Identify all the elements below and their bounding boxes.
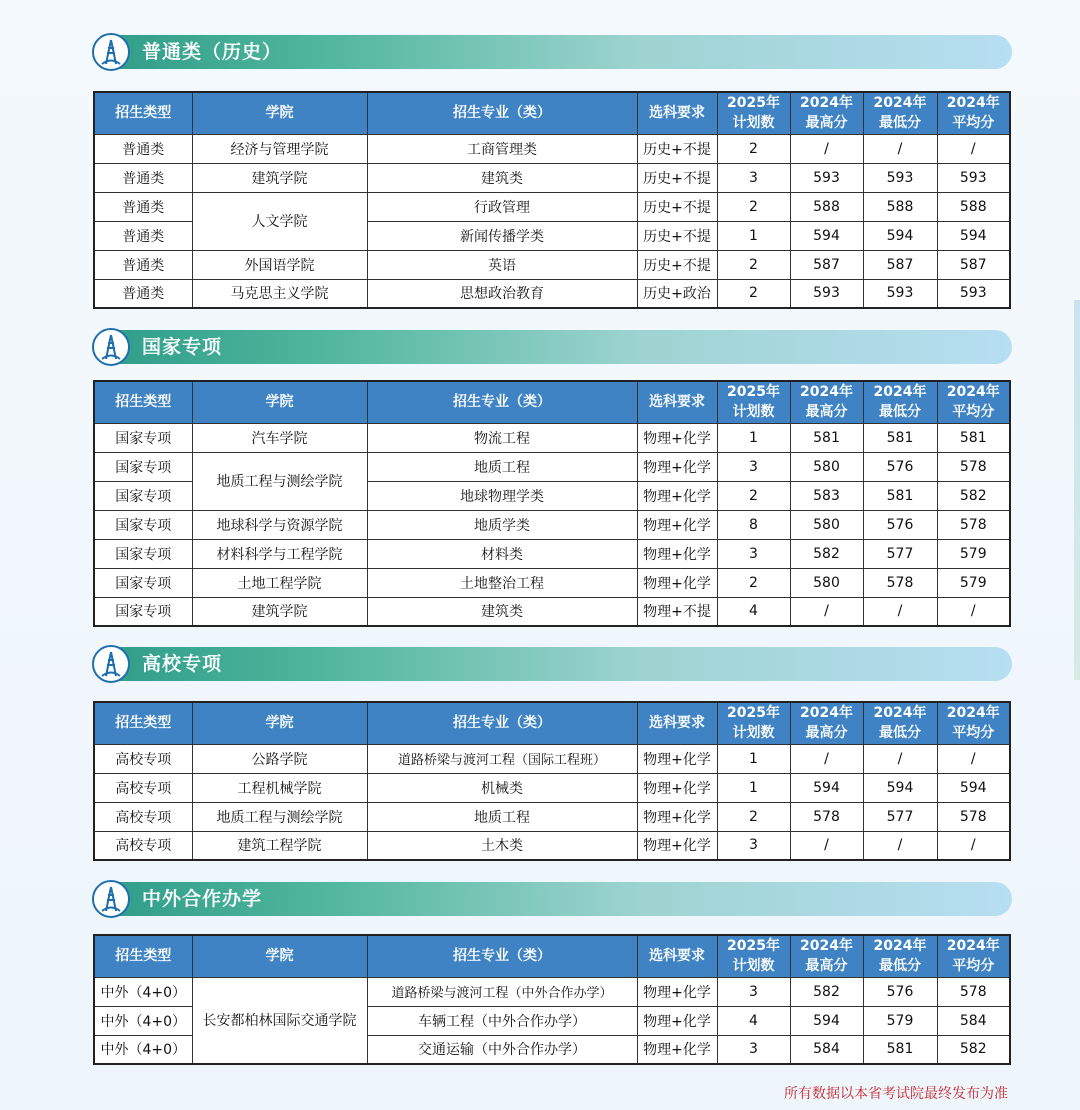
header-min-2024: 2024年 最低分 — [863, 702, 937, 744]
cell-college: 外国语学院 — [192, 250, 367, 279]
cell-major: 建筑类 — [367, 597, 637, 626]
cell-avg: 588 — [937, 192, 1010, 221]
cell-college: 长安都柏林国际交通学院 — [192, 977, 367, 1064]
cell-major: 土地整治工程 — [367, 568, 637, 597]
cell-type: 普通类 — [94, 134, 192, 163]
header-plan-2025: 2025年 计划数 — [717, 92, 790, 134]
section-title: 国家专项 — [142, 336, 223, 358]
header-type: 招生类型 — [94, 702, 192, 744]
admission-table-gaoxiao — [93, 701, 1011, 861]
cell-type: 普通类 — [94, 221, 192, 250]
cell-type: 国家专项 — [94, 510, 192, 539]
cell-plan: 1 — [717, 773, 790, 802]
cell-college: 地质工程与测绘学院 — [192, 802, 367, 831]
cell-avg: 578 — [937, 510, 1010, 539]
table-row — [94, 977, 1010, 1006]
cell-max: 580 — [790, 452, 863, 481]
cell-subject: 物理+化学 — [637, 481, 717, 510]
cell-plan: 2 — [717, 279, 790, 308]
cell-min: 581 — [863, 481, 937, 510]
cell-avg: 594 — [937, 221, 1010, 250]
cell-min: / — [863, 597, 937, 626]
cell-plan: 2 — [717, 568, 790, 597]
cell-max: 587 — [790, 250, 863, 279]
cell-min: 581 — [863, 1035, 937, 1064]
header-college: 学院 — [192, 381, 367, 423]
admission-table-putonglei — [93, 91, 1011, 309]
cell-college: 材料科学与工程学院 — [192, 539, 367, 568]
table-row — [94, 134, 1010, 163]
cell-avg: / — [937, 134, 1010, 163]
cell-type: 国家专项 — [94, 568, 192, 597]
cell-type: 中外（4+0） — [94, 1006, 192, 1035]
cell-max: 593 — [790, 163, 863, 192]
footnote-disclaimer: 所有数据以本省考试院最终发布为准 — [784, 1086, 1008, 1102]
cell-subject: 历史+政治 — [637, 279, 717, 308]
cell-plan: 3 — [717, 452, 790, 481]
cell-avg: 594 — [937, 773, 1010, 802]
table-header-row — [94, 935, 1010, 977]
cell-min: 576 — [863, 452, 937, 481]
cell-avg: 593 — [937, 163, 1010, 192]
cell-max: 594 — [790, 1006, 863, 1035]
header-max-2024: 2024年 最高分 — [790, 702, 863, 744]
cell-plan: 2 — [717, 192, 790, 221]
cell-min: 588 — [863, 192, 937, 221]
cell-subject: 物理+化学 — [637, 568, 717, 597]
cell-college: 土地工程学院 — [192, 568, 367, 597]
table-row — [94, 773, 1010, 802]
cell-major: 道路桥梁与渡河工程（中外合作办学） — [367, 977, 637, 1006]
cell-plan: 3 — [717, 831, 790, 860]
cell-college: 人文学院 — [192, 192, 367, 250]
cell-type: 普通类 — [94, 163, 192, 192]
table-row — [94, 192, 1010, 221]
cell-plan: 4 — [717, 1006, 790, 1035]
table-header-row — [94, 702, 1010, 744]
header-major: 招生专业（类） — [367, 702, 637, 744]
header-avg-2024: 2024年 平均分 — [937, 702, 1010, 744]
cell-major: 材料类 — [367, 539, 637, 568]
cell-major: 地质学类 — [367, 510, 637, 539]
cell-major: 地质工程 — [367, 802, 637, 831]
header-subject-req: 选科要求 — [637, 381, 717, 423]
cell-plan: 3 — [717, 1035, 790, 1064]
cell-min: 577 — [863, 539, 937, 568]
header-avg-2024: 2024年 平均分 — [937, 935, 1010, 977]
cell-subject: 历史+不提 — [637, 163, 717, 192]
cell-subject: 物理+化学 — [637, 1035, 717, 1064]
cell-subject: 历史+不提 — [637, 250, 717, 279]
cell-subject: 物理+化学 — [637, 452, 717, 481]
header-type: 招生类型 — [94, 92, 192, 134]
header-college: 学院 — [192, 702, 367, 744]
cell-max: 584 — [790, 1035, 863, 1064]
cell-max: 580 — [790, 568, 863, 597]
header-major: 招生专业（类） — [367, 381, 637, 423]
cell-major: 英语 — [367, 250, 637, 279]
header-subject-req: 选科要求 — [637, 935, 717, 977]
cell-major: 思想政治教育 — [367, 279, 637, 308]
section-title: 普通类（历史） — [142, 41, 283, 63]
cell-plan: 2 — [717, 802, 790, 831]
cell-max: 580 — [790, 510, 863, 539]
cell-type: 国家专项 — [94, 452, 192, 481]
section-header-guojia — [92, 330, 1012, 364]
cell-college: 地质工程与测绘学院 — [192, 452, 367, 510]
cell-max: 583 — [790, 481, 863, 510]
cell-type: 中外（4+0） — [94, 977, 192, 1006]
cell-max: 593 — [790, 279, 863, 308]
table-row — [94, 597, 1010, 626]
cell-subject: 物理+化学 — [637, 977, 717, 1006]
cell-plan: 1 — [717, 423, 790, 452]
cell-max: 581 — [790, 423, 863, 452]
table-row — [94, 802, 1010, 831]
cell-college: 马克思主义学院 — [192, 279, 367, 308]
cell-min: 577 — [863, 802, 937, 831]
table-header-row — [94, 381, 1010, 423]
cell-avg: 587 — [937, 250, 1010, 279]
cell-subject: 物理+化学 — [637, 1006, 717, 1035]
cell-type: 国家专项 — [94, 423, 192, 452]
section-header-zhongwai — [92, 882, 1012, 916]
header-max-2024: 2024年 最高分 — [790, 92, 863, 134]
cell-plan: 1 — [717, 221, 790, 250]
cell-subject: 历史+不提 — [637, 221, 717, 250]
header-min-2024: 2024年 最低分 — [863, 381, 937, 423]
cell-major: 建筑类 — [367, 163, 637, 192]
table-row — [94, 279, 1010, 308]
cell-major: 机械类 — [367, 773, 637, 802]
cell-avg: 581 — [937, 423, 1010, 452]
cell-min: / — [863, 134, 937, 163]
tower-logo-icon — [92, 645, 130, 683]
cell-avg: 584 — [937, 1006, 1010, 1035]
cell-type: 国家专项 — [94, 481, 192, 510]
cell-subject: 物理+化学 — [637, 510, 717, 539]
cell-subject: 物理+化学 — [637, 539, 717, 568]
header-major: 招生专业（类） — [367, 92, 637, 134]
cell-avg: 578 — [937, 452, 1010, 481]
cell-min: 593 — [863, 163, 937, 192]
cell-max: 578 — [790, 802, 863, 831]
cell-plan: 8 — [717, 510, 790, 539]
header-major: 招生专业（类） — [367, 935, 637, 977]
cell-avg: 578 — [937, 977, 1010, 1006]
cell-type: 高校专项 — [94, 773, 192, 802]
cell-avg: 593 — [937, 279, 1010, 308]
cell-min: / — [863, 831, 937, 860]
cell-min: 594 — [863, 773, 937, 802]
table-row — [94, 568, 1010, 597]
cell-plan: 2 — [717, 481, 790, 510]
cell-avg: 579 — [937, 539, 1010, 568]
cell-college: 公路学院 — [192, 744, 367, 773]
table-row — [94, 510, 1010, 539]
header-min-2024: 2024年 最低分 — [863, 935, 937, 977]
cell-min: 578 — [863, 568, 937, 597]
tower-logo-icon — [92, 880, 130, 918]
cell-plan: 2 — [717, 250, 790, 279]
cell-min: 576 — [863, 977, 937, 1006]
cell-type: 普通类 — [94, 250, 192, 279]
header-type: 招生类型 — [94, 381, 192, 423]
cell-type: 中外（4+0） — [94, 1035, 192, 1064]
cell-max: 588 — [790, 192, 863, 221]
header-max-2024: 2024年 最高分 — [790, 381, 863, 423]
table-row — [94, 744, 1010, 773]
cell-subject: 物理+化学 — [637, 744, 717, 773]
cell-avg: / — [937, 597, 1010, 626]
cell-major: 物流工程 — [367, 423, 637, 452]
header-max-2024: 2024年 最高分 — [790, 935, 863, 977]
cell-major: 道路桥梁与渡河工程（国际工程班） — [367, 744, 637, 773]
cell-subject: 物理+化学 — [637, 423, 717, 452]
table-row — [94, 423, 1010, 452]
cell-college: 建筑工程学院 — [192, 831, 367, 860]
cell-avg: 582 — [937, 1035, 1010, 1064]
cell-college: 地球科学与资源学院 — [192, 510, 367, 539]
header-plan-2025: 2025年 计划数 — [717, 702, 790, 744]
cell-plan: 2 — [717, 134, 790, 163]
table-row — [94, 250, 1010, 279]
table-row — [94, 163, 1010, 192]
section-title: 中外合作办学 — [142, 888, 263, 910]
cell-max: 594 — [790, 221, 863, 250]
cell-type: 普通类 — [94, 192, 192, 221]
cell-type: 高校专项 — [94, 802, 192, 831]
header-avg-2024: 2024年 平均分 — [937, 381, 1010, 423]
cell-plan: 3 — [717, 163, 790, 192]
cell-avg: 578 — [937, 802, 1010, 831]
cell-college: 建筑学院 — [192, 597, 367, 626]
cell-plan: 4 — [717, 597, 790, 626]
cell-major: 土木类 — [367, 831, 637, 860]
cell-avg: 579 — [937, 568, 1010, 597]
cell-major: 交通运输（中外合作办学） — [367, 1035, 637, 1064]
cell-min: 581 — [863, 423, 937, 452]
cell-min: 579 — [863, 1006, 937, 1035]
cell-subject: 物理+不提 — [637, 597, 717, 626]
section-header-bar — [102, 330, 1012, 364]
header-college: 学院 — [192, 92, 367, 134]
admission-table-zhongwai — [93, 934, 1011, 1065]
cell-min: 593 — [863, 279, 937, 308]
admission-table-guojia — [93, 380, 1011, 627]
cell-college: 汽车学院 — [192, 423, 367, 452]
cell-plan: 3 — [717, 977, 790, 1006]
cell-type: 高校专项 — [94, 831, 192, 860]
table-row — [94, 831, 1010, 860]
header-subject-req: 选科要求 — [637, 702, 717, 744]
cell-major: 新闻传播学类 — [367, 221, 637, 250]
section-header-putonglei — [92, 35, 1012, 69]
cell-major: 地质工程 — [367, 452, 637, 481]
tower-logo-icon — [92, 328, 130, 366]
cell-type: 国家专项 — [94, 597, 192, 626]
right-edge-decoration — [1074, 300, 1080, 680]
table-row — [94, 452, 1010, 481]
cell-avg: 582 — [937, 481, 1010, 510]
cell-max: 582 — [790, 539, 863, 568]
header-type: 招生类型 — [94, 935, 192, 977]
cell-max: 582 — [790, 977, 863, 1006]
cell-avg: / — [937, 831, 1010, 860]
cell-max: / — [790, 744, 863, 773]
cell-college: 工程机械学院 — [192, 773, 367, 802]
section-header-gaoxiao — [92, 647, 1012, 681]
cell-major: 工商管理类 — [367, 134, 637, 163]
cell-subject: 物理+化学 — [637, 802, 717, 831]
cell-major: 地球物理学类 — [367, 481, 637, 510]
cell-min: / — [863, 744, 937, 773]
header-subject-req: 选科要求 — [637, 92, 717, 134]
cell-college: 经济与管理学院 — [192, 134, 367, 163]
cell-subject: 物理+化学 — [637, 773, 717, 802]
table-header-row — [94, 92, 1010, 134]
cell-max: / — [790, 597, 863, 626]
header-college: 学院 — [192, 935, 367, 977]
cell-plan: 3 — [717, 539, 790, 568]
header-min-2024: 2024年 最低分 — [863, 92, 937, 134]
section-header-bar — [102, 647, 1012, 681]
header-avg-2024: 2024年 平均分 — [937, 92, 1010, 134]
cell-college: 建筑学院 — [192, 163, 367, 192]
cell-max: / — [790, 134, 863, 163]
cell-major: 行政管理 — [367, 192, 637, 221]
cell-min: 587 — [863, 250, 937, 279]
cell-type: 高校专项 — [94, 744, 192, 773]
cell-max: 594 — [790, 773, 863, 802]
cell-subject: 物理+化学 — [637, 831, 717, 860]
cell-min: 594 — [863, 221, 937, 250]
cell-type: 普通类 — [94, 279, 192, 308]
header-plan-2025: 2025年 计划数 — [717, 381, 790, 423]
cell-min: 576 — [863, 510, 937, 539]
cell-plan: 1 — [717, 744, 790, 773]
table-row — [94, 539, 1010, 568]
cell-avg: / — [937, 744, 1010, 773]
cell-major: 车辆工程（中外合作办学） — [367, 1006, 637, 1035]
cell-type: 国家专项 — [94, 539, 192, 568]
tower-logo-icon — [92, 33, 130, 71]
cell-subject: 历史+不提 — [637, 192, 717, 221]
cell-max: / — [790, 831, 863, 860]
cell-subject: 历史+不提 — [637, 134, 717, 163]
header-plan-2025: 2025年 计划数 — [717, 935, 790, 977]
section-title: 高校专项 — [142, 653, 223, 675]
